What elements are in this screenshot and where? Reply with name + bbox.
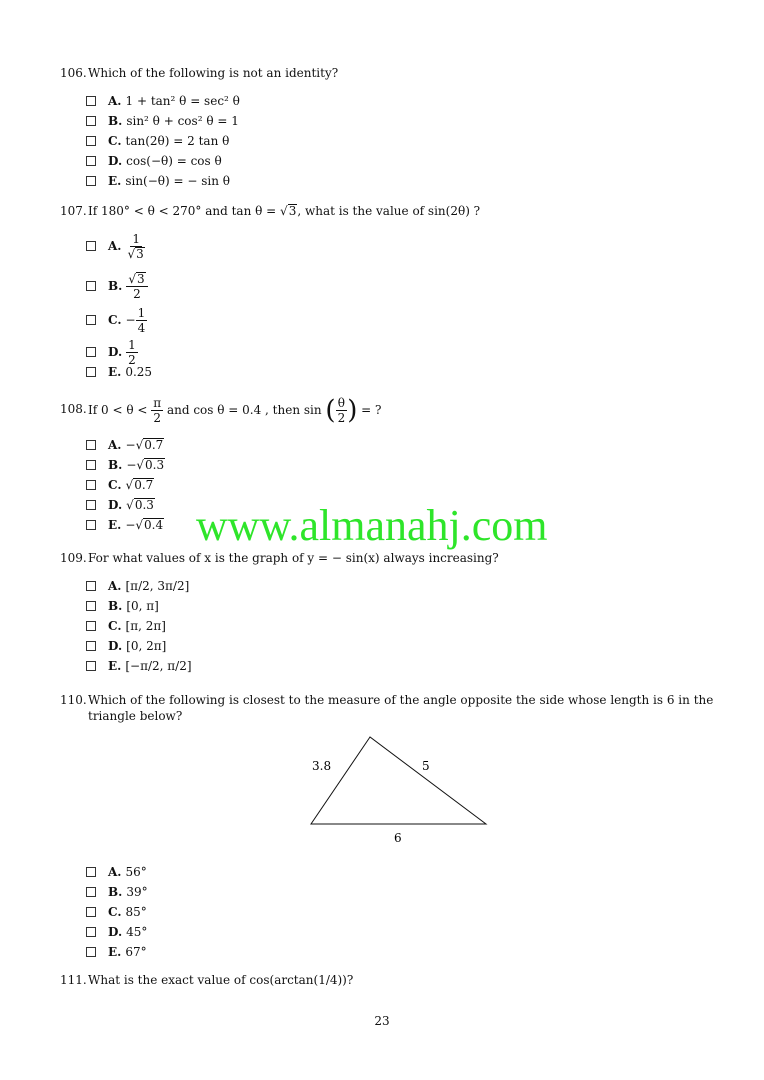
triangle-figure (300, 730, 500, 850)
checkbox[interactable] (86, 480, 96, 490)
option-109-b[interactable]: B. [0, π] (86, 598, 159, 614)
checkbox[interactable] (86, 887, 96, 897)
option-110-a[interactable]: A. 56° (86, 864, 147, 880)
checkbox[interactable] (86, 500, 96, 510)
option-107-c[interactable]: C. − $\frac{1}{4}$ (86, 306, 147, 335)
fraction: $\frac{1}{√3}$ (127, 232, 144, 261)
checkbox[interactable] (86, 315, 96, 325)
checkbox[interactable] (86, 907, 96, 917)
checkbox[interactable] (86, 116, 96, 126)
checkbox[interactable] (86, 601, 96, 611)
option-106-a[interactable]: A. 1 + tan² θ = sec² θ (86, 93, 240, 109)
option-107-e[interactable]: E. 0.25 (86, 364, 152, 380)
question-number: 109. (60, 551, 87, 565)
option-109-a[interactable]: A. [π/2, 3π/2] (86, 578, 189, 594)
checkbox[interactable] (86, 641, 96, 651)
checkbox[interactable] (86, 460, 96, 470)
question-text: What is the exact value of cos(arctan(1/4))? (88, 973, 354, 987)
question-number: 107. (60, 204, 87, 218)
question-text: If 180° < θ < 270° and tan θ = √3, what is the value of sin(2θ) ? (88, 204, 481, 218)
checkbox[interactable] (86, 96, 96, 106)
question-text: Which of the following is not an identity? (88, 66, 339, 80)
checkbox[interactable] (86, 136, 96, 146)
option-108-a[interactable]: A. −√0.7 (86, 437, 164, 453)
fraction: $\frac{1}{4}$ (137, 306, 146, 335)
question-number: 110. (60, 693, 87, 707)
question-text: If 0 < θ < $\frac{\pi}{2}$ and cos θ = 0.4 , then sin ( $\frac{\theta}{2}$ ) = ? (88, 395, 382, 426)
fraction: $\frac{1}{2}$ (128, 338, 136, 367)
question-text: Which of the following is closest to the measure of the angle opposite the side whose length is 6 in the triangle below? (88, 693, 714, 723)
side-label-bottom: 6 (394, 831, 402, 845)
option-108-d[interactable]: D. √0.3 (86, 497, 155, 513)
question-number: 108. (60, 402, 87, 416)
option-106-d[interactable]: D. cos(−θ) = cos θ (86, 153, 222, 169)
checkbox[interactable] (86, 661, 96, 671)
checkbox[interactable] (86, 367, 96, 377)
option-109-d[interactable]: D. [0, 2π] (86, 638, 166, 654)
option-109-e[interactable]: E. [−π/2, π/2] (86, 658, 192, 674)
checkbox[interactable] (86, 621, 96, 631)
checkbox[interactable] (86, 347, 96, 357)
page-number: 23 (374, 1014, 390, 1028)
option-106-b[interactable]: B. sin² θ + cos² θ = 1 (86, 113, 239, 129)
option-108-b[interactable]: B. −√0.3 (86, 457, 165, 473)
option-109-c[interactable]: C. [π, 2π] (86, 618, 166, 634)
option-108-e[interactable]: E. −√0.4 (86, 517, 164, 533)
option-107-a[interactable]: A. $\frac{1}{√3}$ (86, 232, 147, 261)
option-107-d[interactable]: D. $\frac{1}{2}$ (86, 338, 138, 367)
checkbox[interactable] (86, 867, 96, 877)
checkbox[interactable] (86, 156, 96, 166)
checkbox[interactable] (86, 241, 96, 251)
triangle-shape (311, 737, 486, 824)
watermark: www.almanahj.com (196, 501, 548, 550)
option-106-c[interactable]: C. tan(2θ) = 2 tan θ (86, 133, 229, 149)
side-label-left: 3.8 (312, 759, 332, 773)
checkbox[interactable] (86, 927, 96, 937)
checkbox[interactable] (86, 581, 96, 591)
checkbox[interactable] (86, 281, 96, 291)
question-number: 106. (60, 66, 87, 80)
option-107-b[interactable]: B. $\frac{√3}{2}$ (86, 272, 148, 301)
checkbox[interactable] (86, 520, 96, 530)
checkbox[interactable] (86, 947, 96, 957)
fraction: $\frac{√3}{2}$ (126, 272, 147, 301)
option-108-c[interactable]: C. √0.7 (86, 477, 154, 493)
option-110-e[interactable]: E. 67° (86, 944, 147, 960)
checkbox[interactable] (86, 440, 96, 450)
option-110-b[interactable]: B. 39° (86, 884, 148, 900)
option-106-e[interactable]: E. sin(−θ) = − sin θ (86, 173, 230, 189)
option-110-c[interactable]: C. 85° (86, 904, 147, 920)
question-text: For what values of x is the graph of y = − sin(x) always increasing? (88, 551, 499, 565)
side-label-right: 5 (422, 759, 430, 773)
question-number: 111. (60, 973, 87, 987)
checkbox[interactable] (86, 176, 96, 186)
option-110-d[interactable]: D. 45° (86, 924, 147, 940)
